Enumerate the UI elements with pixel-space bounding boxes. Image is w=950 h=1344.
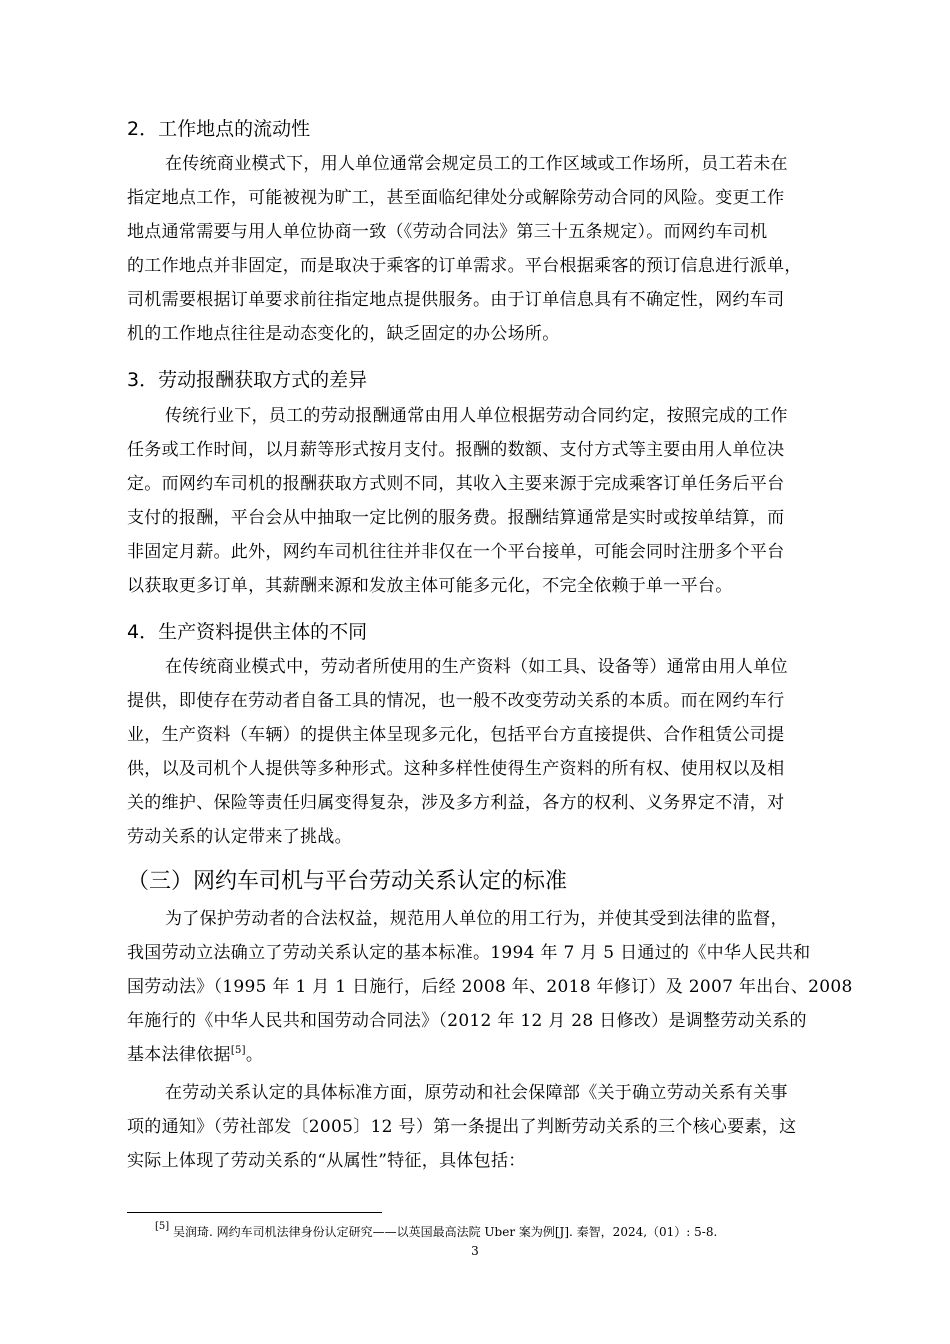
paragraph-line: 年施行的《中华人民共和国劳动合同法》（2012 年 12 月 28 日修改）是调整劳动关系的 <box>127 1011 807 1031</box>
paragraph-line: 国劳动法》（1995 年 1 月 1 日施行，后经 2008 年、2018 年修订）及 2007 年出台、2008 <box>127 977 853 997</box>
paragraph-line: 提供，即使存在劳动者自备工具的情况，也一般不改变劳动关系的本质。而在网约车行 <box>127 691 785 711</box>
paragraph-line: 指定地点工作，可能被视为旷工，甚至面临纪律处分或解除劳动合同的风险。变更工作 <box>127 188 785 208</box>
paragraph-line: 我国劳动立法确立了劳动关系认定的基本标准。1994 年 7 月 5 日通过的《中华人民共和 <box>127 943 811 963</box>
paragraph-line: 的工作地点并非固定，而是取决于乘客的订单需求。平台根据乘客的预订信息进行派单， <box>127 256 802 276</box>
section-heading-3-main: （三）网约车司机与平台劳动关系认定的标准 <box>127 869 568 894</box>
paragraph-line: 以获取更多订单，其薪酬来源和发放主体可能多元化，不完全依赖于单一平台。 <box>127 576 733 596</box>
paragraph-line: 业，生产资料（车辆）的提供主体呈现多元化，包括平台方直接提供、合作租赁公司提 <box>127 725 785 745</box>
paragraph-end: 。 <box>245 1045 264 1065</box>
paragraph-line: 传统行业下，员工的劳动报酬通常由用人单位根据劳动合同约定，按照完成的工作 <box>165 406 788 426</box>
citation-ref[interactable]: [5] <box>230 1045 246 1056</box>
footnote <box>155 1221 718 1240</box>
paragraph-line: 在传统商业模式中，劳动者所使用的生产资料（如工具、设备等）通常由用人单位 <box>165 657 788 677</box>
section-heading-4: 4．生产资料提供主体的不同 <box>127 621 368 643</box>
paragraph-text: 基本法律依据 <box>127 1045 231 1065</box>
paragraph-line: 地点通常需要与用人单位协商一致（《劳动合同法》第三十五条规定）。而网约车司机 <box>127 222 768 242</box>
paragraph-line: 司机需要根据订单要求前往指定地点提供服务。由于订单信息具有不确定性，网约车司 <box>127 290 785 310</box>
paragraph-line: 任务或工作时间，以月薪等形式按月支付。报酬的数额、支付方式等主要由用人单位决 <box>127 440 785 460</box>
paragraph-line: 劳动关系的认定带来了挑战。 <box>127 827 352 847</box>
paragraph-line: 供，以及司机个人提供等多种形式。这种多样性使得生产资料的所有权、使用权以及相 <box>127 759 785 779</box>
footnote-mark: [5] <box>155 1221 170 1232</box>
paragraph-line: 实际上体现了劳动关系的“从属性”特征，具体包括： <box>127 1151 526 1171</box>
paragraph-line: 非固定月薪。此外，网约车司机往往并非仅在一个平台接单，可能会同时注册多个平台 <box>127 542 785 562</box>
paragraph-line: 在传统商业模式下，用人单位通常会规定员工的工作区域或工作场所，员工若未在 <box>165 154 788 174</box>
footnote-divider <box>127 1212 382 1213</box>
paragraph-line: 定。而网约车司机的报酬获取方式则不同，其收入主要来源于完成乘客订单任务后平台 <box>127 474 785 494</box>
paragraph-line: 机的工作地点往往是动态变化的，缺乏固定的办公场所。 <box>127 324 560 344</box>
section-heading-2: 2．工作地点的流动性 <box>127 118 311 140</box>
paragraph-line-with-citation <box>127 1044 263 1066</box>
page-number: 3 <box>471 1244 479 1258</box>
paragraph-line: 项的通知》（劳社部发〔2005〕12 号）第一条提出了判断劳动关系的三个核心要素，这 <box>127 1117 797 1137</box>
paragraph-line: 关的维护、保险等责任归属变得复杂，涉及多方利益，各方的权利、义务界定不清，对 <box>127 793 785 813</box>
paragraph-line: 支付的报酬，平台会从中抽取一定比例的服务费。报酬结算通常是实时或按单结算，而 <box>127 508 785 528</box>
paragraph-line: 为了保护劳动者的合法权益，规范用人单位的用工行为，并使其受到法律的监督， <box>165 909 788 929</box>
section-heading-3: 3．劳动报酬获取方式的差异 <box>127 369 368 391</box>
paragraph-line: 在劳动关系认定的具体标准方面，原劳动和社会保障部《关于确立劳动关系有关事 <box>165 1083 788 1103</box>
footnote-text: 吴润琦. 网约车司机法律身份认定研究——以英国最高法院 Uber 案为例[J]. 秦智，2024,（01）: 5-8. <box>169 1225 718 1239</box>
